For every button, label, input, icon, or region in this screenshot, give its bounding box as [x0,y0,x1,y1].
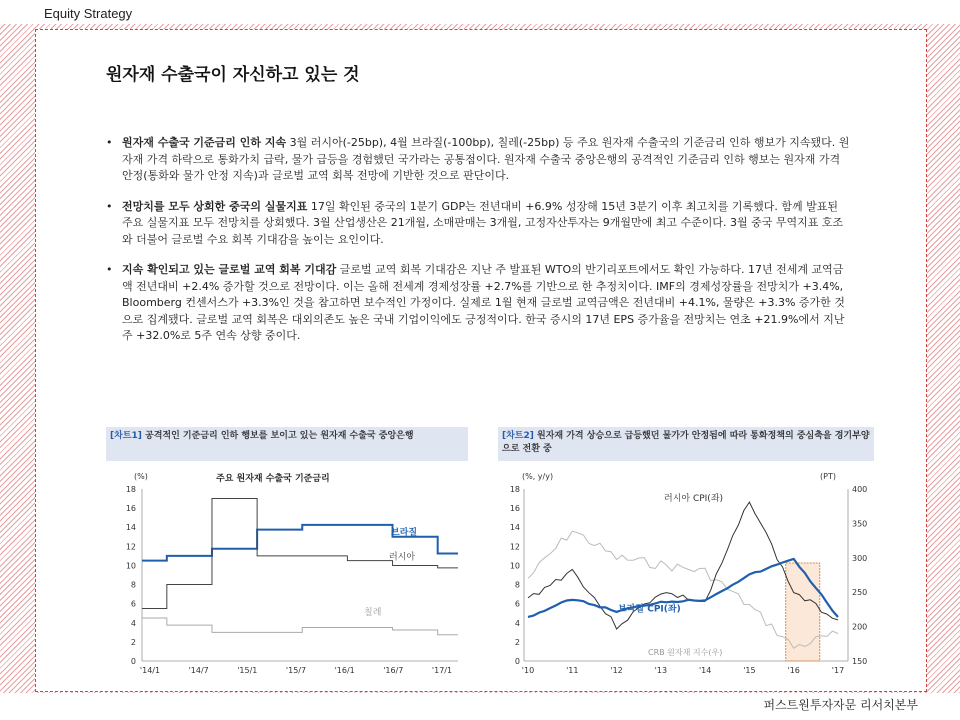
chart-1-x-tick: '16/1 [334,666,355,675]
bullet-list [106,135,851,359]
chart-2-y2-tick: 200 [852,622,868,632]
bullet-text [122,135,851,185]
chart-2-y-tick: 10 [509,561,520,571]
chart-2-label-russia: 러시아 CPI(좌) [664,494,724,504]
chart-1-tag: [차트1] [110,431,142,441]
bullet-item [106,135,851,185]
chart-2-caption-text: 원자재 가격 상승으로 급등했던 물가가 안정됨에 따라 통화정책의 중심축을 경기부양으로 전환 중 [502,431,870,454]
chart-2-y-tick: 2 [514,637,520,647]
chart-2 [498,427,874,685]
chart-2-y-tick: 12 [509,542,520,552]
chart-1-y-tick: 12 [125,542,136,552]
chart-2-y2-tick: 300 [852,553,868,563]
bullet-heading: 원자재 수출국 기준금리 인하 지속 [122,136,287,149]
bullet-text [122,199,851,249]
chart-2-x-tick: '11 [566,666,579,675]
chart-2-x-tick: '12 [610,666,623,675]
chart-1-unit: (%) [134,472,148,481]
chart-1-y-tick: 18 [125,485,136,494]
chart-1-y-tick: 0 [130,657,136,666]
chart-1-x-tick: '15/1 [237,666,258,675]
chart-1-label-chile: 칠레 [364,608,382,619]
chart-2-y-tick: 16 [509,504,520,514]
chart-1 [106,427,468,685]
chart-2-x-tick: '15 [743,666,756,675]
chart-2-x-tick: '14 [698,666,712,675]
chart-1-y-tick: 6 [130,599,136,609]
chart-1-x-tick: '14/1 [139,666,161,675]
chart-2-unit-right: (PT) [820,472,836,481]
bullet-dot: • [106,263,113,276]
chart-2-y2-tick: 400 [852,485,868,494]
chart-2-highlight-band [786,563,820,661]
chart-1-label-brazil: 브라질 [391,527,418,538]
bullet-heading: 전망치를 모두 상회한 중국의 실물지표 [122,199,308,213]
header-bar [0,0,960,24]
footer-label: 퍼스트원투자자문 리서치본부 [763,698,918,712]
bullet-text [122,262,851,345]
report-page [35,29,927,692]
bullet-item [106,262,851,345]
bullet-item [106,199,851,249]
chart-1-inner-title: 주요 원자재 수출국 기준금리 [216,474,330,484]
bullet-body: 글로벌 교역 회복 기대감은 지난 주 발표된 WTO의 반기리포트에서도 확인 가능하다. 17년 전세계 교역금액 전년대비 +2.4% 증가할 것으로 전망이다. 이는 올해 전세계 경제성장률 +2.7%를 기반으로 한 추정치이다. IMF의 경제성장률을 전망치가 +3.4%, Bloomberg 컨센서스가 +3.3%인 것을 참고하면 보수적인 가정이다. 실제로 1월 현재 글로벌 교역금액은 전년대비 +4.1%, 물량은 +3.3% 증가한 것으로 집계됐다. 글로벌 교역 회복은 대외의존도 높은 국내 기업이익에도 긍정적이다. 한국 증시의 17년 EPS 증가율을 전망치는 연초 +21.9%에서 지난 주 +32.0%로 5주 연속 상향 중이다. [122,263,845,342]
chart-2-y2-tick: 250 [852,588,868,598]
chart-1-x-tick: '15/7 [285,666,307,675]
chart-1-x-tick: '17/1 [431,666,453,675]
chart-2-y-tick: 6 [514,599,520,609]
chart-2-x-tick: '13 [654,666,668,675]
chart-2-unit-left: (%, y/y) [522,472,554,481]
chart-1-x-tick: '14/7 [188,666,209,675]
chart-2-label-crb: CRB 원자재 지수(우) [648,648,723,657]
bullet-body: 3월 러시아(-25bp), 4월 브라질(-100bp), 칠레(-25bp) 등 주요 원자재 수출국의 기준금리 인하 행보가 지속됐다. 원자재 가격 하락으로 통화가치 급락, 물가 급등을 경험했던 국가라는 공통점이다. 원자재 수출국 중앙은행의 공격적인 기준금리 인하 행보는 원자재 가격 안정(통화와 물가 안정 지속)과 글로벌 교역 회복 전망에 기반한 것으로 판단이다. [122,136,850,182]
bullet-dot: • [106,136,113,149]
chart-1-x-tick: '16/7 [383,666,404,675]
chart-1-y-tick: 2 [130,637,136,647]
chart-1-series-line [142,618,458,635]
chart-1-y-tick: 10 [125,561,136,571]
chart-1-caption-text: 공격적인 기준금리 인하 행보를 보이고 있는 원자재 수출국 중앙은행 [141,431,414,441]
bullet-dot: • [106,199,113,213]
chart-2-label-brazil: 브라질 CPI(좌) [618,604,681,615]
chart-2-caption [498,427,874,461]
page-title: 원자재 수출국이 자신하고 있는 것 [106,65,360,85]
chart-1-y-tick: 16 [125,504,136,514]
chart-2-x-tick: '17 [831,666,845,675]
chart-1-caption [106,427,468,461]
chart-2-y2-tick: 150 [852,657,868,666]
chart-1-y-tick: 14 [125,523,136,533]
header-label: Equity Strategy [44,6,133,21]
chart-1-y-tick: 4 [130,618,136,628]
chart-1-y-tick: 8 [130,580,136,590]
chart-1-svg [106,461,468,681]
bullet-heading: 지속 확인되고 있는 글로벌 교역 회복 기대감 [122,263,337,276]
chart-1-label-russia: 러시아 [389,552,416,563]
chart-2-y2-tick: 350 [852,519,868,529]
chart-2-y-tick: 4 [514,618,520,628]
chart-2-y-tick: 8 [514,580,520,590]
bullet-body: 17일 확인된 중국의 1분기 GDP는 전년대비 +6.9% 성장해 15년 3분기 이후 최고치를 기록했다. 함께 발표된 주요 실물지표 모두 전망치를 상회했다. 3월 산업생산은 21개월, 소매판매는 3개월, 고정자산투자는 9개월만에 최고 수준이다. 3월 중국 무역지표 호조와 더불어 글로벌 수요 회복 기대감을 높이는 요인이다. [122,199,844,246]
chart-2-y-tick: 14 [509,523,520,533]
footer-bar [0,693,960,720]
chart-2-y-tick: 0 [514,657,520,666]
chart-2-svg [498,461,874,681]
chart-2-tag: [차트2] [502,431,534,441]
chart-2-x-tick: '16 [787,666,800,675]
chart-2-x-tick: '10 [521,666,535,675]
chart-2-y-tick: 18 [509,485,520,494]
